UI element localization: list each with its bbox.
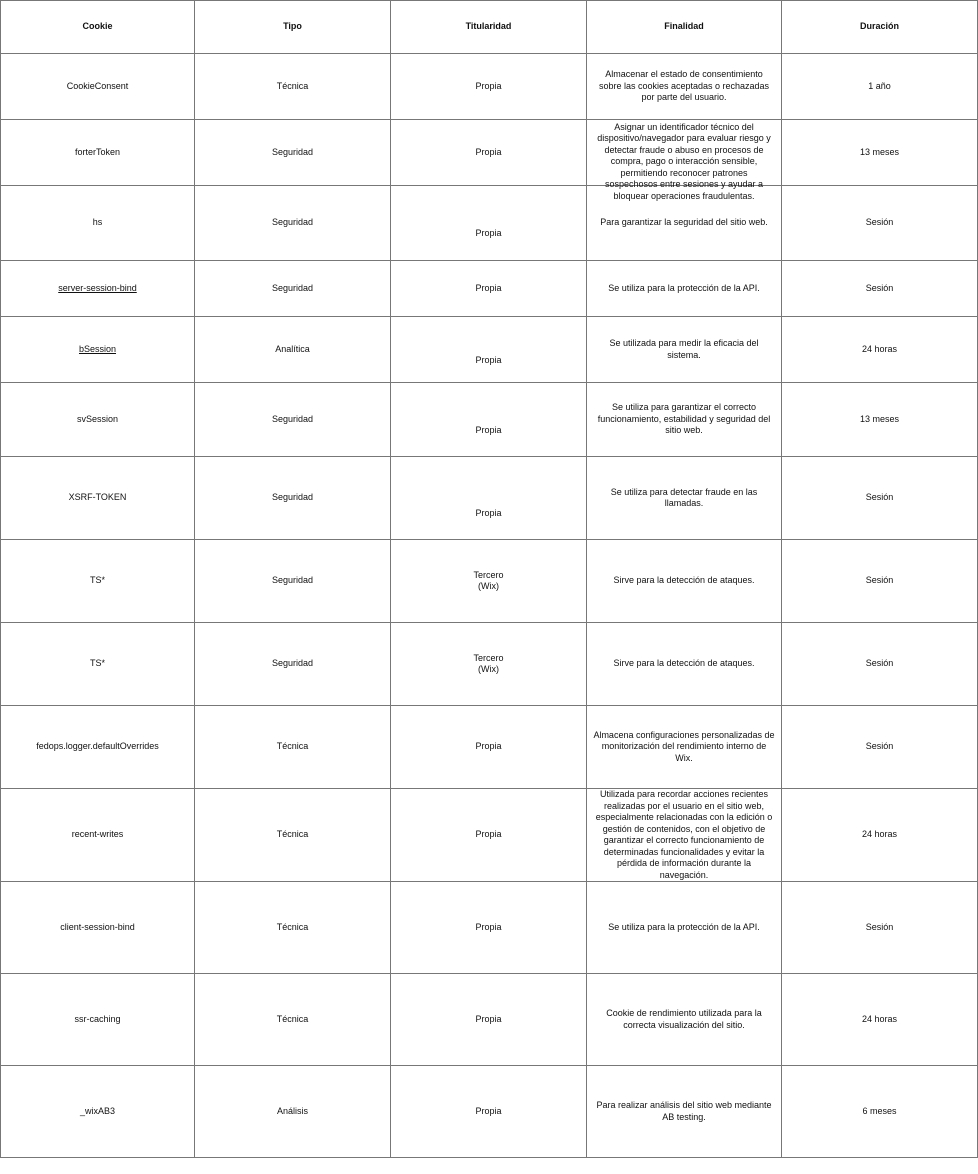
table-row (1, 789, 978, 882)
cookie-duration: Sesión (782, 540, 978, 623)
cookie-name: _wixAB3 (1, 1066, 195, 1158)
table-row (1, 186, 978, 261)
cookie-name: XSRF-TOKEN (1, 457, 195, 540)
cookie-name-cell (1, 261, 195, 317)
cookie-name: CookieConsent (1, 54, 195, 120)
cookie-owner: Propia (391, 261, 587, 317)
cookie-purpose: Almacena configuraciones personalizadas de monitorización del rendimiento interno de Wix. (587, 706, 782, 789)
table-row (1, 974, 978, 1066)
cookie-owner: Propia (391, 706, 587, 789)
table-row (1, 383, 978, 457)
cookie-name-cell (1, 317, 195, 383)
cookie-purpose: Se utiliza para detectar fraude en las llamadas. (587, 457, 782, 540)
cookie-purpose: Sirve para la detección de ataques. (587, 540, 782, 623)
cookie-owner-cell (391, 317, 587, 383)
table-row (1, 1066, 978, 1158)
cookie-purpose: Se utiliza para la protección de la API. (587, 882, 782, 974)
cookie-purpose: Utilizada para recordar acciones recientes realizadas por el usuario en el sitio web, especialmente relacionadas con la edición o gestión de contenidos, con el objetivo de garantizar el correcto funcionamiento de determinadas funcionalidades y evitar la pérdida de información durante la navegación. (587, 789, 782, 882)
cookie-duration: 13 meses (782, 383, 978, 457)
cookie-type: Seguridad (195, 186, 391, 261)
cookie-owner-line2: (Wix) (478, 664, 499, 674)
table-row (1, 261, 978, 317)
cookie-type: Técnica (195, 706, 391, 789)
cookie-duration: 24 horas (782, 789, 978, 882)
cookie-owner: Propia (475, 354, 502, 365)
cookie-owner-cell (391, 186, 587, 261)
cookie-purpose: Asignar un identificador técnico del dispositivo/navegador para evaluar riesgo y detectar fraude o abuso en procesos de compra, pago o interacción sensible, permitiendo reconocer patrones sospechosos entre sesiones y ayudar a bloquear operaciones fraudulentas. (597, 121, 771, 201)
table-row (1, 120, 978, 186)
cookie-name: recent-writes (1, 789, 195, 882)
cookie-owner: Propia (391, 789, 587, 882)
cookie-name: TS* (1, 540, 195, 623)
cookie-owner-line2: (Wix) (478, 581, 499, 591)
cookie-type: Seguridad (195, 540, 391, 623)
cookie-purpose: Para realizar análisis del sitio web mediante AB testing. (587, 1066, 782, 1158)
table-row (1, 54, 978, 120)
cookie-duration: Sesión (782, 706, 978, 789)
cookie-duration: Sesión (782, 457, 978, 540)
cookie-duration: 1 año (782, 54, 978, 120)
cookie-name: hs (1, 186, 195, 261)
header-cookie: Cookie (1, 1, 195, 54)
cookie-name: svSession (1, 383, 195, 457)
header-duration: Duración (782, 1, 978, 54)
cookie-duration: 6 meses (782, 1066, 978, 1158)
cookie-type: Analítica (195, 317, 391, 383)
cookie-purpose-cell (587, 120, 782, 201)
table-row (1, 457, 978, 540)
cookie-duration: Sesión (782, 882, 978, 974)
header-purpose: Finalidad (587, 1, 782, 54)
cookie-purpose: Se utiliza para garantizar el correcto funcionamiento, estabilidad y seguridad del sitio web. (587, 383, 782, 457)
cookie-name-link[interactable]: bSession (78, 343, 117, 354)
cookie-name-link[interactable]: server-session-bind (58, 282, 137, 293)
cookie-owner: Propia (475, 508, 502, 519)
cookie-owner: Propia (391, 1066, 587, 1158)
cookie-owner: Propia (391, 882, 587, 974)
cookie-type: Análisis (195, 1066, 391, 1158)
cookie-type: Seguridad (195, 457, 391, 540)
table-row (1, 317, 978, 383)
cookie-owner: Propia (475, 228, 502, 239)
cookie-type: Técnica (195, 974, 391, 1066)
cookie-type: Seguridad (195, 261, 391, 317)
cookie-type: Técnica (195, 54, 391, 120)
cookie-duration: 24 horas (782, 974, 978, 1066)
cookie-owner: Propia (391, 120, 587, 186)
cookie-duration: 13 meses (782, 120, 978, 186)
cookie-owner-cell (391, 383, 587, 457)
cookie-type: Técnica (195, 882, 391, 974)
cookie-purpose: Cookie de rendimiento utilizada para la correcta visualización del sitio. (587, 974, 782, 1066)
cookie-type: Técnica (195, 789, 391, 882)
cookie-name: ssr-caching (1, 974, 195, 1066)
header-ownership: Titularidad (391, 1, 587, 54)
header-type: Tipo (195, 1, 391, 54)
cookie-type: Seguridad (195, 383, 391, 457)
cookie-owner: Propia (475, 424, 502, 435)
cookie-duration: 24 horas (782, 317, 978, 383)
cookie-owner-cell (391, 457, 587, 540)
cookie-purpose: Se utiliza para la protección de la API. (587, 261, 782, 317)
cookie-duration: Sesión (782, 186, 978, 261)
cookie-owner-cell (391, 623, 587, 706)
cookie-type: Seguridad (195, 120, 391, 186)
cookie-type: Seguridad (195, 623, 391, 706)
table-row (1, 540, 978, 623)
cookie-name: client-session-bind (1, 882, 195, 974)
table-header-row (1, 1, 978, 54)
table-row (1, 706, 978, 789)
cookie-owner: Propia (391, 974, 587, 1066)
table-row (1, 882, 978, 974)
cookie-duration: Sesión (782, 623, 978, 706)
cookie-owner-line1: Tercero (473, 569, 504, 580)
table-row (1, 623, 978, 706)
cookie-purpose: Se utilizada para medir la eficacia del sistema. (587, 317, 782, 383)
cookie-owner: Propia (391, 54, 587, 120)
cookie-purpose: Sirve para la detección de ataques. (587, 623, 782, 706)
cookie-name: forterToken (1, 120, 195, 186)
cookie-purpose: Almacenar el estado de consentimiento sobre las cookies aceptadas o rechazadas por parte del usuario. (587, 54, 782, 120)
cookie-owner-cell (391, 540, 587, 623)
cookie-owner-line1: Tercero (473, 652, 504, 663)
cookie-duration: Sesión (782, 261, 978, 317)
cookie-name: TS* (1, 623, 195, 706)
cookie-name: fedops.logger.defaultOverrides (1, 706, 195, 789)
cookie-purpose: Para garantizar la seguridad del sitio web. (587, 186, 782, 261)
